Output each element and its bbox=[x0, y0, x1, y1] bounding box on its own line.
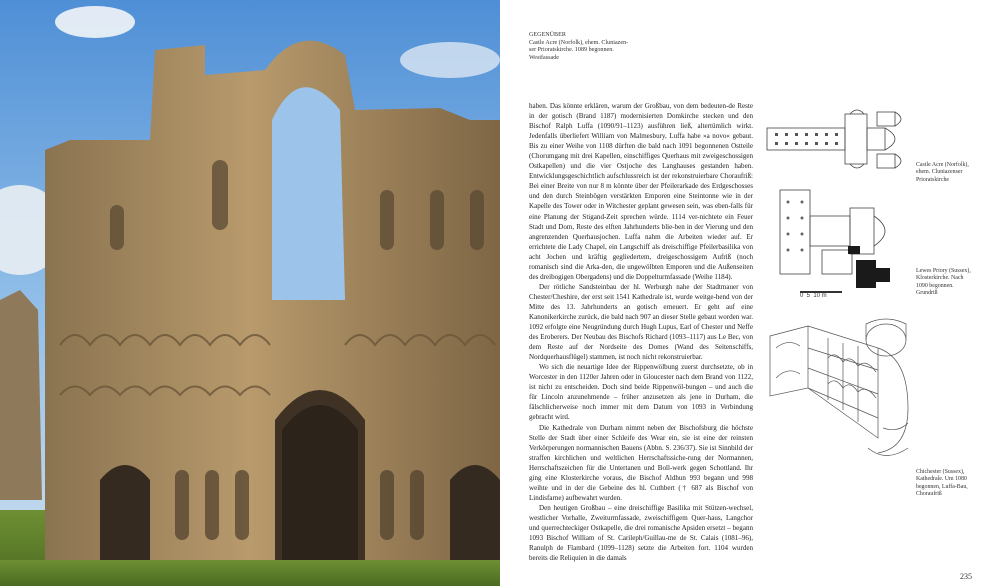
caption-line: begonnen, Luffa-Bau, bbox=[916, 483, 968, 490]
figure-caption-lewes bbox=[916, 268, 996, 297]
caption-line: Lewes Priory (Sussex), bbox=[916, 268, 971, 274]
figure-caption-castle-acre bbox=[916, 162, 996, 184]
photo-caption bbox=[529, 32, 649, 62]
caption-line: Prioratskirche bbox=[916, 176, 950, 183]
caption-line: Klosterkirche. Nach bbox=[916, 275, 964, 282]
caption-line: Kathedrale. Um 1080 bbox=[916, 476, 967, 483]
caption-line: 1090 begonnen. bbox=[916, 282, 954, 289]
caption-line: Chichester (Sussex), bbox=[916, 469, 965, 475]
caption-line: ser Prioratskirche. 1089 begonnen. bbox=[529, 47, 614, 54]
caption-line: ehem. Cluniazenser bbox=[916, 169, 963, 176]
text-page bbox=[500, 0, 1000, 586]
scale-bar bbox=[800, 291, 850, 299]
chichester-elevation bbox=[768, 318, 916, 463]
lewes-priory-plan bbox=[778, 188, 913, 296]
paragraph: Die Kathedrale von Durham nimmt neben der Bischofsburg die höchste Stelle der Stadt über einer Schleife des Wear ein, sie ist eine der reinsten Verkörperungen normannischen Bauens (Abbn. S. 236/37). Sie ist Sinnbild der straffen kirchlichen und weltlichen Herrschaftssiche-rung der Normannen, Herrschaftszeichen für die Untertanen und Boll-werk gegen Schottland. Ihr ging eine Klosterkirche voraus, die Bischof Aldhun 993 begann und 998 weihte und in der die Gebeine des hl. Cuthbert († 687 als Bischof von Lindisfarne) aufbewahrt wurden. bbox=[529, 423, 753, 502]
page-number: 235 bbox=[960, 572, 972, 581]
caption-line: Castle Acre (Norfolk), bbox=[916, 162, 969, 168]
caption-line: Grundriß bbox=[916, 289, 938, 296]
body-text bbox=[529, 101, 753, 563]
caption-line: Castle Acre (Norfolk), ehem. Cluniazen- bbox=[529, 39, 629, 46]
paragraph: Den heutigen Großbau – eine dreischiffige Basilika mit Stützen-wechsel, westlicher Vorhalle, Zweiturmfassade, zweischiffigem Quer-haus, Langchor und querrechteckiger Ostkapelle, die drei romanische Apsiden ersetzt – begann 1093 Bischof William of St. Carileph/Guillau-me de St. Calais (1081–96), Ranulph de Flambard (1099–1128) setzte die Arbeiten fort. 1104 wurden bereits die Reliquien in die damals bbox=[529, 503, 753, 563]
paragraph: haben. Das könnte erklären, warum der Großbau, von dem bedeuten-de Reste in der gotisch (Brand 1187) modernisierten Domkirche stecken und den Bischof Ralph Luffa (1090/91–1123) ausführen ließ, altertümlich wirkt. Jedenfalls überliefert William von Malmesbury, Luffa habe »a novo« gebaut. Bis zu einer Weihe von 1108 dürften die bald nach 1091 begonnenen Ostteile (Chorumgang mit drei Kapellen, einschiffiges Querhaus mit zweigeschossigen Ostkapellen) und die vier Ostjoche des Langhauses gestanden haben. Entwicklungsgeschichtlich aufschlussreich ist der rekonstruierbare Choraufriß: Bei einer Breite von nur 8 m könnte über der Pfeilerarkade des Erdgeschosses und den durch Steinbögen verstärkten Emporen eine Steintonne wie in der Kapelle des Tower oder in Witchester geplant gewesen sein, was eben-falls für eine Planung der Stigand-Zeit sprechen würde. 1114 ver-nichtete ein Feuer Stadt und Dom, Reste des elften Jahrhunderts blie-ben in der Vierung und den angrenzenden Querhausjochen. Luffa nahm die Arbeiten wieder auf. Er errichtete die Lady Chapel, ein Langschiff als dreischiffige Pfeilerbasilika von acht Jochen und kräftig gegliedertem, dreigeschossigem Aufriß (noch romanisch sind die Arka-den, die ungewölbten Emporen und die Außenseiten des dreibogigen Obergadens) und die Doppelturmfassade (Weihe 1184). bbox=[529, 102, 753, 281]
paragraph: Wo sich die neuartige Idee der Rippenwölbung zuerst durchsetzte, ob in Worcester in den 1120er Jahren oder in Gloucester nach dem Brand von 1122, ist nicht zu entscheiden. Doch sind beide Rippenwöl-bungen – und auch die für Lincoln anzunehmende – früher anzusetzen als jene in Durham, die fälschlicherweise noch immer mit dem Datum von 1093 in Verbindung gebracht wird. bbox=[529, 363, 753, 422]
caption-heading: GEGENÜBER bbox=[529, 32, 566, 38]
castle-acre-plan bbox=[765, 106, 915, 178]
figure-caption-chichester bbox=[916, 469, 996, 498]
caption-line: Choraufriß bbox=[916, 490, 942, 497]
paragraph: Der rötliche Sandsteinbau der hl. Werburgh nahe der Stadtmauer von Chester/Cheshire, der erst seit 1541 Kathedrale ist, wurde weitge-hend von der Mitte des 13. Jahrhunderts an gotisch erneuert. Er geht auf eine Kanonikerkirche zurück, die bald nach 907 an dieser Stelle gebaut worden war. 1092 erfolgte eine Neugründung durch Hugh Lupus, Earl of Chester und Neffe des Eroberers. Der Neubau des Bischofs Richard (1093–1117) aus Le Bec, von dem Reste auf der Nordseite des Domes (Wand des Seitenschiffs, Nordquerhausflügel) stammen, ist noch nicht rekonstruierbar. bbox=[529, 282, 753, 362]
scale-bar-label: 0 5 10 m bbox=[800, 293, 827, 299]
caption-line: Westfassade bbox=[529, 54, 559, 61]
